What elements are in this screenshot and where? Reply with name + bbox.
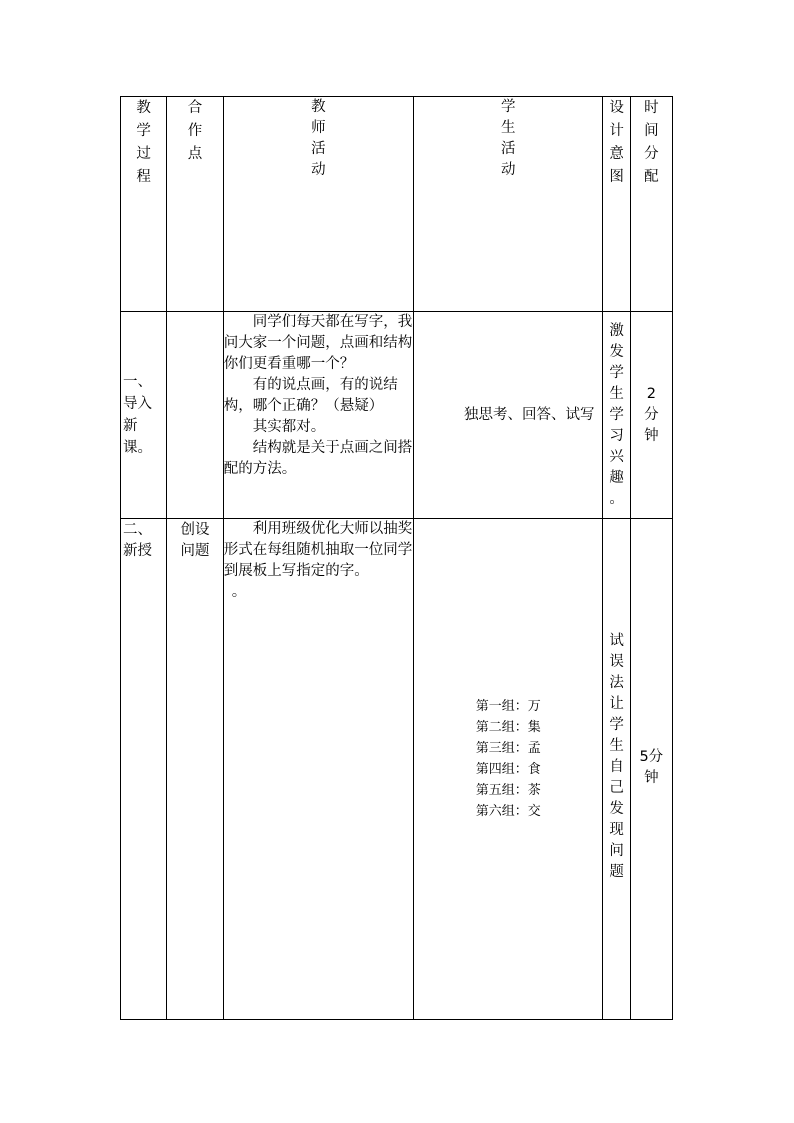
lesson-plan-table bbox=[120, 96, 673, 1020]
row1-time bbox=[630, 312, 672, 519]
header-coop-text: 合 作 点 bbox=[187, 100, 203, 162]
group-list bbox=[414, 696, 602, 822]
row2-student bbox=[414, 519, 603, 1020]
row1-teacher bbox=[223, 312, 413, 519]
row1-student bbox=[414, 312, 603, 519]
row1-student-text: 独思考、回答、试写 bbox=[463, 406, 595, 423]
header-row bbox=[121, 97, 673, 312]
header-process bbox=[121, 97, 167, 312]
row1-stage-text: 一、导入新课。 bbox=[123, 374, 152, 456]
row2-teacher-dot: 。 bbox=[231, 584, 247, 600]
row1-coop bbox=[167, 312, 223, 519]
row2-teacher-para: 利用班级优化大师以抽奖形式在每组随机抽取一位同学到展板上写指定的字。 bbox=[223, 521, 413, 579]
header-time-text: 时 间 分 配 bbox=[644, 100, 659, 185]
group-item-3: 第三组：孟 bbox=[475, 741, 541, 756]
row2-teacher bbox=[223, 519, 413, 1020]
header-intent-text: 设 计 意 图 bbox=[609, 100, 624, 185]
row1-teacher-para-2: 有的说点画，有的说结构，哪个正确？（悬疑） bbox=[223, 377, 398, 414]
header-process-text: 教 学 过 程 bbox=[136, 100, 151, 185]
row1-teacher-para-4: 结构就是关于点画之间搭配的方法。 bbox=[223, 440, 413, 477]
row-intro bbox=[121, 312, 673, 519]
row2-time-text: 5分钟 bbox=[639, 749, 664, 786]
row2-intent bbox=[603, 519, 630, 1020]
group-item-4: 第四组：食 bbox=[475, 762, 541, 777]
row1-teacher-para-3: 其实都对。 bbox=[252, 419, 326, 435]
header-student-text: 学 生 活 动 bbox=[501, 99, 516, 178]
row2-coop-text: 创设问题 bbox=[180, 522, 210, 559]
group-item-5: 第五组：茶 bbox=[475, 783, 541, 798]
row2-coop bbox=[167, 519, 223, 1020]
group-item-1: 第一组：万 bbox=[475, 699, 541, 714]
header-intent bbox=[603, 97, 630, 312]
row1-teacher-para-1: 同学们每天都在写字，我问大家一个问题，点画和结构你们更看重哪一个？ bbox=[223, 314, 413, 372]
row1-time-text: 2分钟 bbox=[644, 385, 659, 444]
header-student bbox=[414, 97, 603, 312]
group-item-6: 第六组：交 bbox=[475, 804, 541, 819]
header-time bbox=[630, 97, 672, 312]
row1-stage bbox=[121, 312, 167, 519]
header-teacher-text: 教 师 活 动 bbox=[311, 99, 326, 178]
row2-time bbox=[630, 519, 672, 1020]
row1-intent-text: 激 发 学 生 学 习 兴 趣 。 bbox=[609, 322, 624, 507]
row2-intent-text: 试 误 法 让 学 生 自 己 发 现 问 题 bbox=[609, 633, 624, 880]
row2-stage bbox=[121, 519, 167, 1020]
group-item-2: 第二组：集 bbox=[475, 720, 541, 735]
row1-intent bbox=[603, 312, 630, 519]
header-coop bbox=[167, 97, 223, 312]
header-teacher bbox=[223, 97, 413, 312]
row2-stage-text: 二、新授 bbox=[123, 522, 152, 559]
row-new-lesson bbox=[121, 519, 673, 1020]
